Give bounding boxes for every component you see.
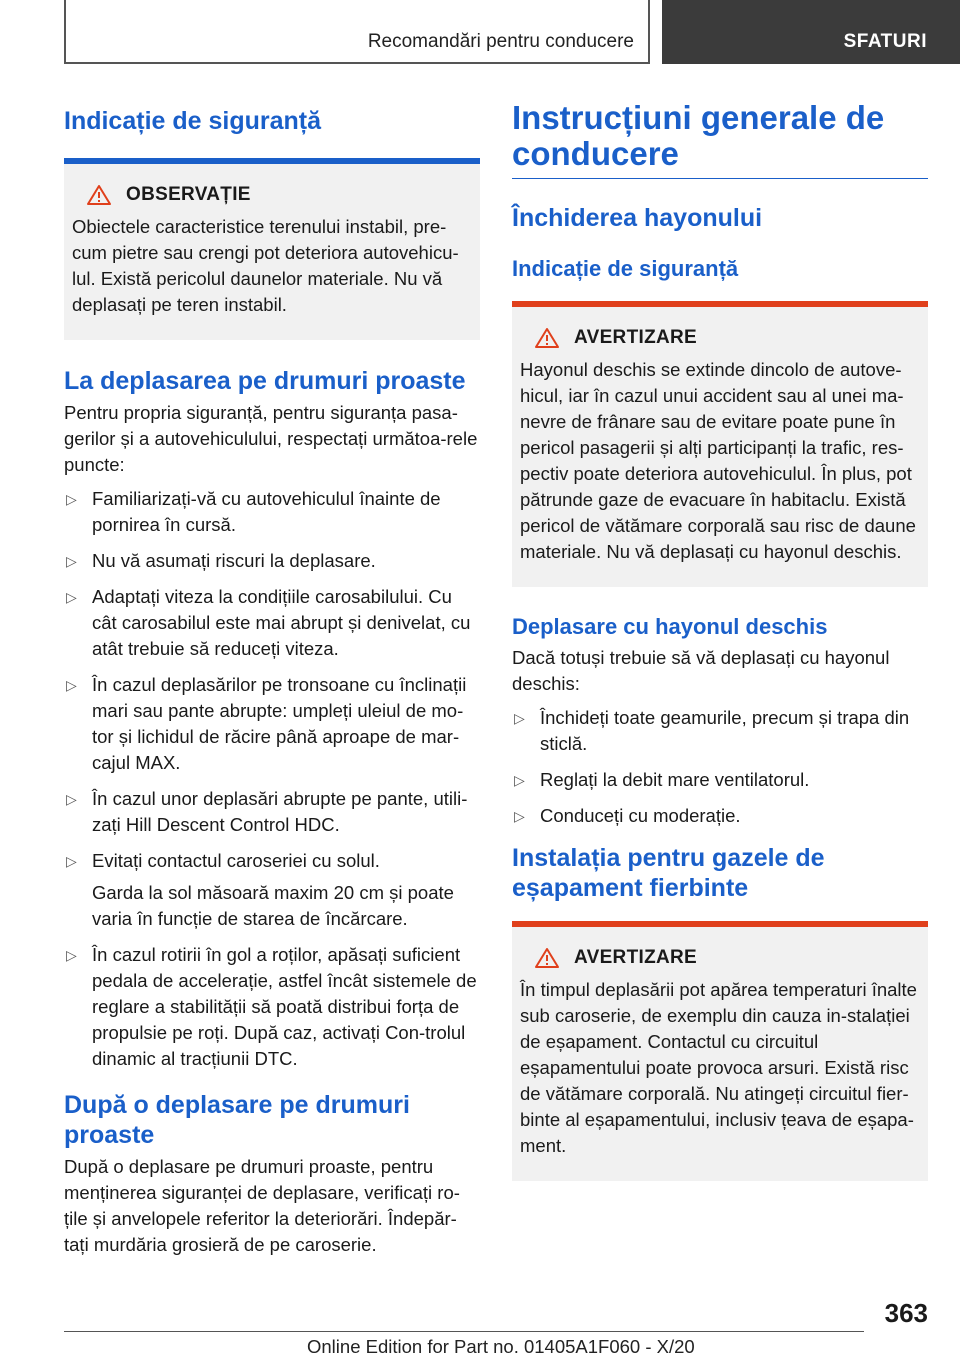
paragraph-open-tailgate: Dacă totuși trebuie să vă deplasați cu hayonul deschis: — [512, 647, 890, 694]
warning-box-tailgate — [512, 301, 928, 587]
paragraph-after-bad-roads: După o deplasare pe drumuri proaste, pentru menținerea siguranței de deplasare, verificați ro-țile și anvelopele referitor la deteriorări. Îndepăr-tați murdăria grosieră de pe caroserie. — [64, 1156, 460, 1255]
list-item: ▷ În cazul rotirii în gol a roților, apăsați suficient pedala de accelerație, astfel încât sistemele de reglare a stabilității să poată distribui forța de propulsie pe roți. După caz, activați Con-trolul dinamic al tracțiunii DTC. — [66, 944, 477, 1069]
list-item: ▷ Nu vă asumați riscuri la deplasare. — [64, 548, 480, 574]
heading-tailgate: Închiderea hayonului — [512, 204, 763, 232]
triangle-bullet-icon: ▷ — [66, 947, 77, 963]
chapter-tab-label: SFATURI — [843, 31, 927, 52]
triangle-bullet-icon: ▷ — [66, 553, 77, 569]
triangle-bullet-icon: ▷ — [514, 772, 525, 788]
observation-text: Obiectele caracteristice terenului instabil, pre-cum pietre sau crengi pot deteriora autovehicu-lul. Există pericolul daunelor materiale. Nu vă deplasați pe teren instabil. — [72, 216, 459, 315]
list-item-subtext: Garda la sol măsoară maxim 20 cm și poate varia în funcție de starea de încărcare. — [92, 882, 454, 929]
page-number: 363 — [884, 1298, 928, 1328]
right-column — [512, 100, 928, 1181]
heading-after-bad-roads: După o deplasare pe drumuri proaste — [64, 1091, 410, 1149]
warning-triangle-icon — [534, 327, 560, 349]
list-item: ▷ Închideți toate geamurile, precum și trapa din sticlă. — [514, 707, 910, 754]
warning-box-exhaust — [512, 921, 928, 1181]
warning-head — [534, 947, 920, 969]
triangle-bullet-icon: ▷ — [66, 589, 77, 605]
warning-triangle-icon — [86, 184, 112, 206]
paragraph-bad-roads: Pentru propria siguranță, pentru siguranța pasa-gerilor și a autovehiculului, respectați următoa-rele puncte: — [64, 402, 478, 475]
footer-edition: Online Edition for Part no. 01405A1F060 - X/20 — [307, 1336, 695, 1357]
list-item: ▷ Evitați contactul caroseriei cu solul. Garda la sol măsoară maxim 20 cm și poate varia în funcție de starea de încărcare. — [64, 848, 480, 932]
heading-general-driving: Instrucțiuni generale de conducere — [512, 99, 885, 172]
warning-text: Hayonul deschis se extinde dincolo de autove-hicul, iar în cazul unui accident sau al unei ma-nevre de frânare sau de evitare poate pune în pericol pasagerii și alți participanți la trafic, res-pectiv poate deteriora autovehiculul. În plus, pot pătrunde gaze de evacuare în habitaclu. Există pericol de vătămare corporală sau risc de daune materiale. Nu vă deplasați cu hayonul deschis. — [520, 359, 916, 562]
warning-triangle-icon — [534, 947, 560, 969]
heading-exhaust: Instalația pentru gazele de eșapament fierbinte — [512, 844, 825, 902]
observation-label: OBSERVAȚIE — [126, 184, 251, 205]
chapter-tab — [662, 0, 960, 64]
list-item: ▷ Conduceți cu moderație. — [512, 803, 928, 829]
list-item: ▷ Reglați la debit mare ventilatorul. — [512, 767, 928, 793]
heading-safety-left: Indicație de siguranță — [64, 107, 322, 135]
triangle-bullet-icon: ▷ — [66, 677, 77, 693]
warning-head — [534, 327, 920, 349]
page-header — [0, 0, 960, 66]
left-column — [64, 100, 480, 1258]
heading-open-tailgate: Deplasare cu hayonul deschis — [512, 614, 828, 639]
section-box — [64, 0, 650, 64]
list-item: ▷ În cazul deplasărilor pe tronsoane cu înclinații mari sau pante abrupte: umpleți uleiul de mo-tor și lichidul de răcire până aproape de mar-cajul MAX. — [66, 674, 467, 773]
warning-text: În timpul deplasării pot apărea temperaturi înalte sub caroserie, de exemplu din cauza in-stalației de eșapament. Contactul cu circuitul eșapamentului poate provoca arsuri. Există risc de vătămare corporală. Nu atingeți circuitul fier-binte al eșapamentului, inclusiv țeava de eșapa-ment. — [520, 979, 917, 1156]
warning-label: AVERTIZARE — [574, 327, 697, 348]
triangle-bullet-icon: ▷ — [66, 853, 77, 869]
list-item: ▷ Adaptați viteza la condițiile carosabilului. Cu cât carosabilul este mai abrupt și denivelat, cu atât trebuie să reduceți viteza. — [66, 586, 471, 659]
main-heading-block — [512, 100, 928, 179]
list-item: ▷ În cazul unor deplasări abrupte pe pante, utili-zați Hill Descent Control HDC. — [66, 788, 468, 835]
triangle-bullet-icon: ▷ — [514, 710, 525, 726]
triangle-bullet-icon: ▷ — [514, 808, 525, 824]
triangle-bullet-icon: ▷ — [66, 791, 77, 807]
bad-roads-list — [64, 486, 480, 1072]
warning-label: AVERTIZARE — [574, 947, 697, 968]
section-title: Recomandări pentru conducere — [367, 31, 634, 52]
heading-bad-roads: La deplasarea pe drumuri proaste — [64, 367, 466, 395]
triangle-bullet-icon: ▷ — [66, 491, 77, 507]
footer-divider — [64, 1331, 864, 1332]
observation-box — [64, 158, 480, 340]
open-tailgate-list — [512, 705, 928, 829]
list-item: ▷ Familiarizați-vă cu autovehiculul înainte de pornirea în cursă. — [66, 488, 441, 535]
heading-safety-right: Indicație de siguranță — [512, 256, 739, 281]
observation-head — [86, 184, 472, 206]
